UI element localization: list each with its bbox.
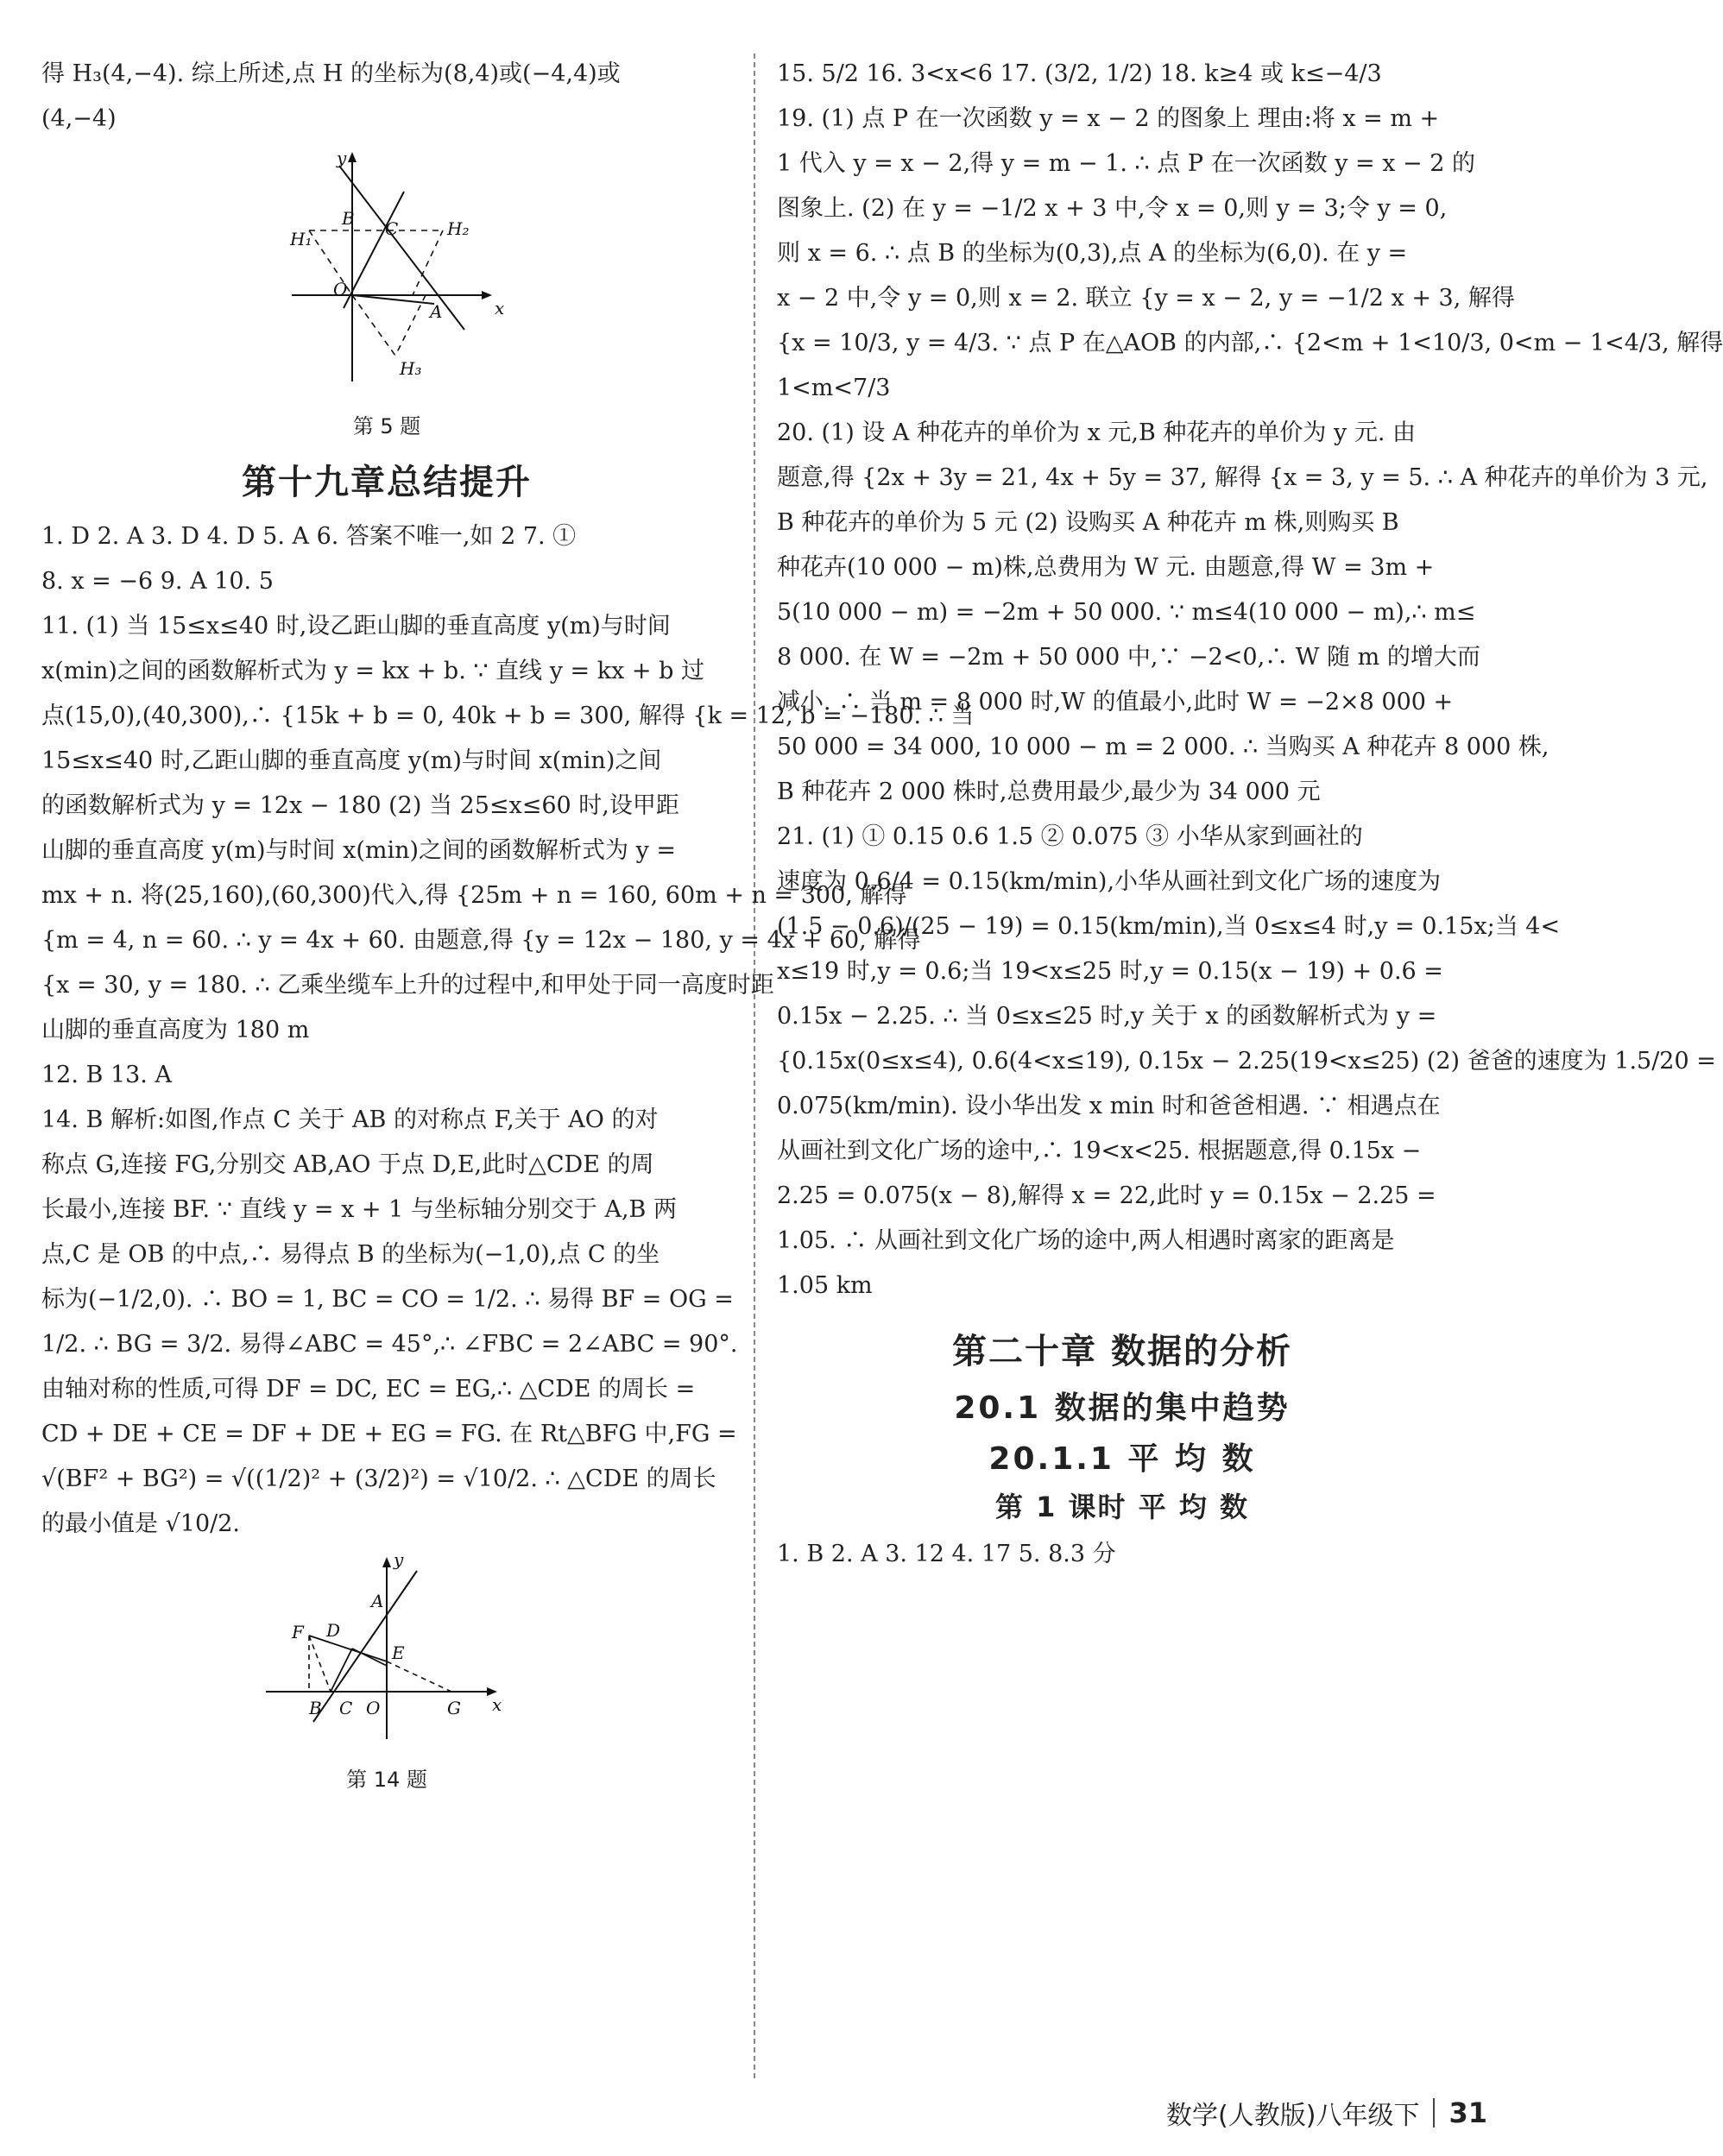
label-G: G [447,1698,461,1718]
section-title: 20.1 数据的集中趋势 [954,1390,1291,1426]
text-line: 19. (1) 点 P 在一次函数 y = x − 2 的图象上 理由:将 x = m + [777,105,1440,132]
text-line: 标为(−1/2,0). ∴ BO = 1, BC = CO = 1/2. ∴ 易得 BF = OG = [41,1286,734,1313]
label-B: B [309,1698,322,1718]
text-line: x≤19 时,y = 0.6;当 19<x≤25 时,y = 0.15(x − 19) + 0.6 = [777,958,1443,985]
text-line: 点,C 是 OB 的中点,∴ 易得点 B 的坐标为(−1,0),点 C 的坐 [41,1241,660,1268]
label-H3: H₃ [400,358,422,379]
text-line: B 种花卉的单价为 5 元 (2) 设购买 A 种花卉 m 株,则购买 B [777,509,1399,536]
column-divider [754,54,755,2078]
text-line: (4,−4) [41,105,117,132]
text-line: 速度为 0.6/4 = 0.15(km/min),小华从画社到文化广场的速度为 [777,868,1442,895]
text-line: √(BF² + BG²) = √((1/2)² + (3/2)²) = √10/2. ∴ △CDE 的周长 [41,1466,716,1492]
lesson-title: 第 1 课时 平 均 数 [995,1491,1249,1523]
text-line: 长最小,连接 BF. ∵ 直线 y = x + 1 与坐标轴分别交于 A,B 两 [41,1196,677,1223]
text-line: B 种花卉 2 000 株时,总费用最少,最少为 34 000 元 [777,779,1321,805]
text-line: 种花卉(10 000 − m)株,总费用为 W 元. 由题意,得 W = 3m + [777,554,1435,581]
figure-14-caption: 第 14 题 [346,1768,427,1792]
page-footer [1166,2094,1487,2132]
right-column [777,52,1723,1577]
label-y: y [337,148,347,168]
text-line: 题意,得 {2x + 3y = 21, 4x + 5y = 37, 解得 {x = 3, y = 5. ∴ A 种花卉的单价为 3 元, [777,464,1708,491]
text-line: 11. (1) 当 15≤x≤40 时,设乙距山脚的垂直高度 y(m)与时间 [41,613,671,640]
label-y: y [394,1549,404,1570]
page-number: 31 [1448,2096,1487,2129]
text-line: 14. B 解析:如图,作点 C 关于 AB 的对称点 F,关于 AO 的对 [41,1106,659,1133]
text-line: x(min)之间的函数解析式为 y = kx + b. ∵ 直线 y = kx + b 过 [41,658,704,684]
chapter-19-title: 第十九章总结提升 [242,463,532,502]
text-line: x − 2 中,令 y = 0,则 x = 2. 联立 {y = x − 2, y = −1/2 x + 3, 解得 [777,285,1515,312]
text-line: {m = 4, n = 60. ∴ y = 4x + 60. 由题意,得 {y = 12x − 180, y = 4x + 60, 解得 [41,927,921,954]
text-line: 1.05. ∴ 从画社到文化广场的途中,两人相遇时离家的距离是 [777,1227,1395,1254]
text-line: 2.25 = 0.075(x − 8),解得 x = 22,此时 y = 0.15x − 2.25 = [777,1182,1436,1209]
label-C: C [385,218,399,239]
text-line: {x = 10/3, y = 4/3. ∵ 点 P 在△AOB 的内部,∴ {2<m + 1<10/3, 0<m − 1<4/3, 解得 [777,330,1723,356]
label-B: B [342,208,355,229]
text-line: 点(15,0),(40,300),∴ {15k + b = 0, 40k + b = 300, 解得 {k = 12, b = −180. ∴ 当 [41,703,975,729]
label-E: E [392,1642,405,1663]
text-line: 12. B 13. A [41,1062,172,1088]
text-line: 1/2. ∴ BG = 3/2. 易得∠ABC = 45°,∴ ∠FBC = 2∠ABC = 90°. [41,1331,738,1358]
label-A: A [371,1591,384,1611]
text-line: 0.15x − 2.25. ∴ 当 0≤x≤25 时,y 关于 x 的函数解析式为 y = [777,1003,1437,1030]
label-C: C [339,1698,353,1718]
text-line: 1. B 2. A 3. 12 4. 17 5. 8.3 分 [777,1541,1116,1567]
text-line: {x = 30, y = 180. ∴ 乙乘坐缆车上升的过程中,和甲处于同一高度时距 [41,972,774,999]
figure-5 [41,148,732,439]
label-O: O [333,279,348,299]
label-O: O [366,1698,381,1718]
label-F: F [292,1622,304,1642]
text-line: 50 000 = 34 000, 10 000 − m = 2 000. ∴ 当购买 A 种花卉 8 000 株, [777,734,1549,760]
label-D: D [326,1620,341,1641]
text-line: mx + n. 将(25,160),(60,300)代入,得 {25m + n = 160, 60m + n = 300, 解得 [41,882,907,909]
figure-5-caption: 第 5 题 [352,414,421,438]
text-line: 15≤x≤40 时,乙距山脚的垂直高度 y(m)与时间 x(min)之间 [41,747,662,774]
label-x: x [492,1694,502,1715]
book-title: 数学(人教版)八年级下 [1166,2101,1420,2131]
text-line: 从画社到文化广场的途中,∴ 19<x<25. 根据题意,得 0.15x − [777,1138,1422,1164]
text-line: CD + DE + CE = DF + DE + EG = FG. 在 Rt△BFG 中,FG = [41,1421,737,1447]
text-line: 5(10 000 − m) = −2m + 50 000. ∵ m≤4(10 000 − m),∴ m≤ [777,599,1476,626]
text-line: 1 代入 y = x − 2,得 y = m − 1. ∴ 点 P 在一次函数 y = x − 2 的 [777,150,1476,177]
figure-5-diagram [257,148,516,407]
text-line: 的函数解析式为 y = 12x − 180 (2) 当 25≤x≤60 时,设甲距 [41,792,679,819]
text-line: 山脚的垂直高度 y(m)与时间 x(min)之间的函数解析式为 y = [41,837,677,864]
text-line: 山脚的垂直高度为 180 m [41,1017,310,1043]
text-line: 8 000. 在 W = −2m + 50 000 中,∵ −2<0,∴ W 随 m 的增大而 [777,644,1480,671]
text-line: 得 H₃(4,−4). 综上所述,点 H 的坐标为(8,4)或(−4,4)或 [41,60,621,87]
text-line: 1. D 2. A 3. D 4. D 5. A 6. 答案不唯一,如 2 7. ① [41,523,577,550]
text-line: 由轴对称的性质,可得 DF = DC, EC = EG,∴ △CDE 的周长 = [41,1376,696,1403]
text-line: 1<m<7/3 [777,375,891,401]
label-H1: H₁ [290,229,312,249]
text-line: 则 x = 6. ∴ 点 B 的坐标为(0,3),点 A 的坐标为(6,0). 在 y = [777,240,1408,267]
text-line: 21. (1) ① 0.15 0.6 1.5 ② 0.075 ③ 小华从家到画社的 [777,823,1363,850]
label-x: x [495,298,505,318]
text-line: 减小. ∴ 当 m = 8 000 时,W 的值最小,此时 W = −2×8 000 + [777,689,1454,716]
text-line: 1.05 km [777,1272,873,1299]
text-line: 20. (1) 设 A 种花卉的单价为 x 元,B 种花卉的单价为 y 元. 由 [777,419,1416,446]
chapter-20-title: 第二十章 数据的分析 [952,1332,1292,1371]
text-line: 15. 5/2 16. 3<x<6 17. (3/2, 1/2) 18. k≥4 或 k≤−4/3 [777,60,1382,87]
figure-14 [41,1549,732,1793]
text-line: (1.5 − 0.6)/(25 − 19) = 0.15(km/min),当 0≤x≤4 时,y = 0.15x;当 4< [777,913,1561,940]
text-line: 图象上. (2) 在 y = −1/2 x + 3 中,令 x = 0,则 y = 3;令 y = 0, [777,195,1448,222]
label-A: A [430,301,443,322]
text-line: 8. x = −6 9. A 10. 5 [41,568,274,595]
text-line: 的最小值是 √10/2. [41,1510,241,1537]
text-line: 0.075(km/min). 设小华出发 x min 时和爸爸相遇. ∵ 相遇点在 [777,1093,1441,1119]
subsection-title: 20.1.1 平 均 数 [988,1441,1256,1477]
footer-separator [1433,2098,1435,2128]
label-H2: H₂ [447,218,470,239]
figure-14-diagram [257,1549,516,1761]
text-line: {0.15x(0≤x≤4), 0.6(4<x≤19), 0.15x − 2.25(19<x≤25) (2) 爸爸的速度为 1.5/20 = [777,1048,1716,1075]
text-line: 称点 G,连接 FG,分别交 AB,AO 于点 D,E,此时△CDE 的周 [41,1151,654,1178]
